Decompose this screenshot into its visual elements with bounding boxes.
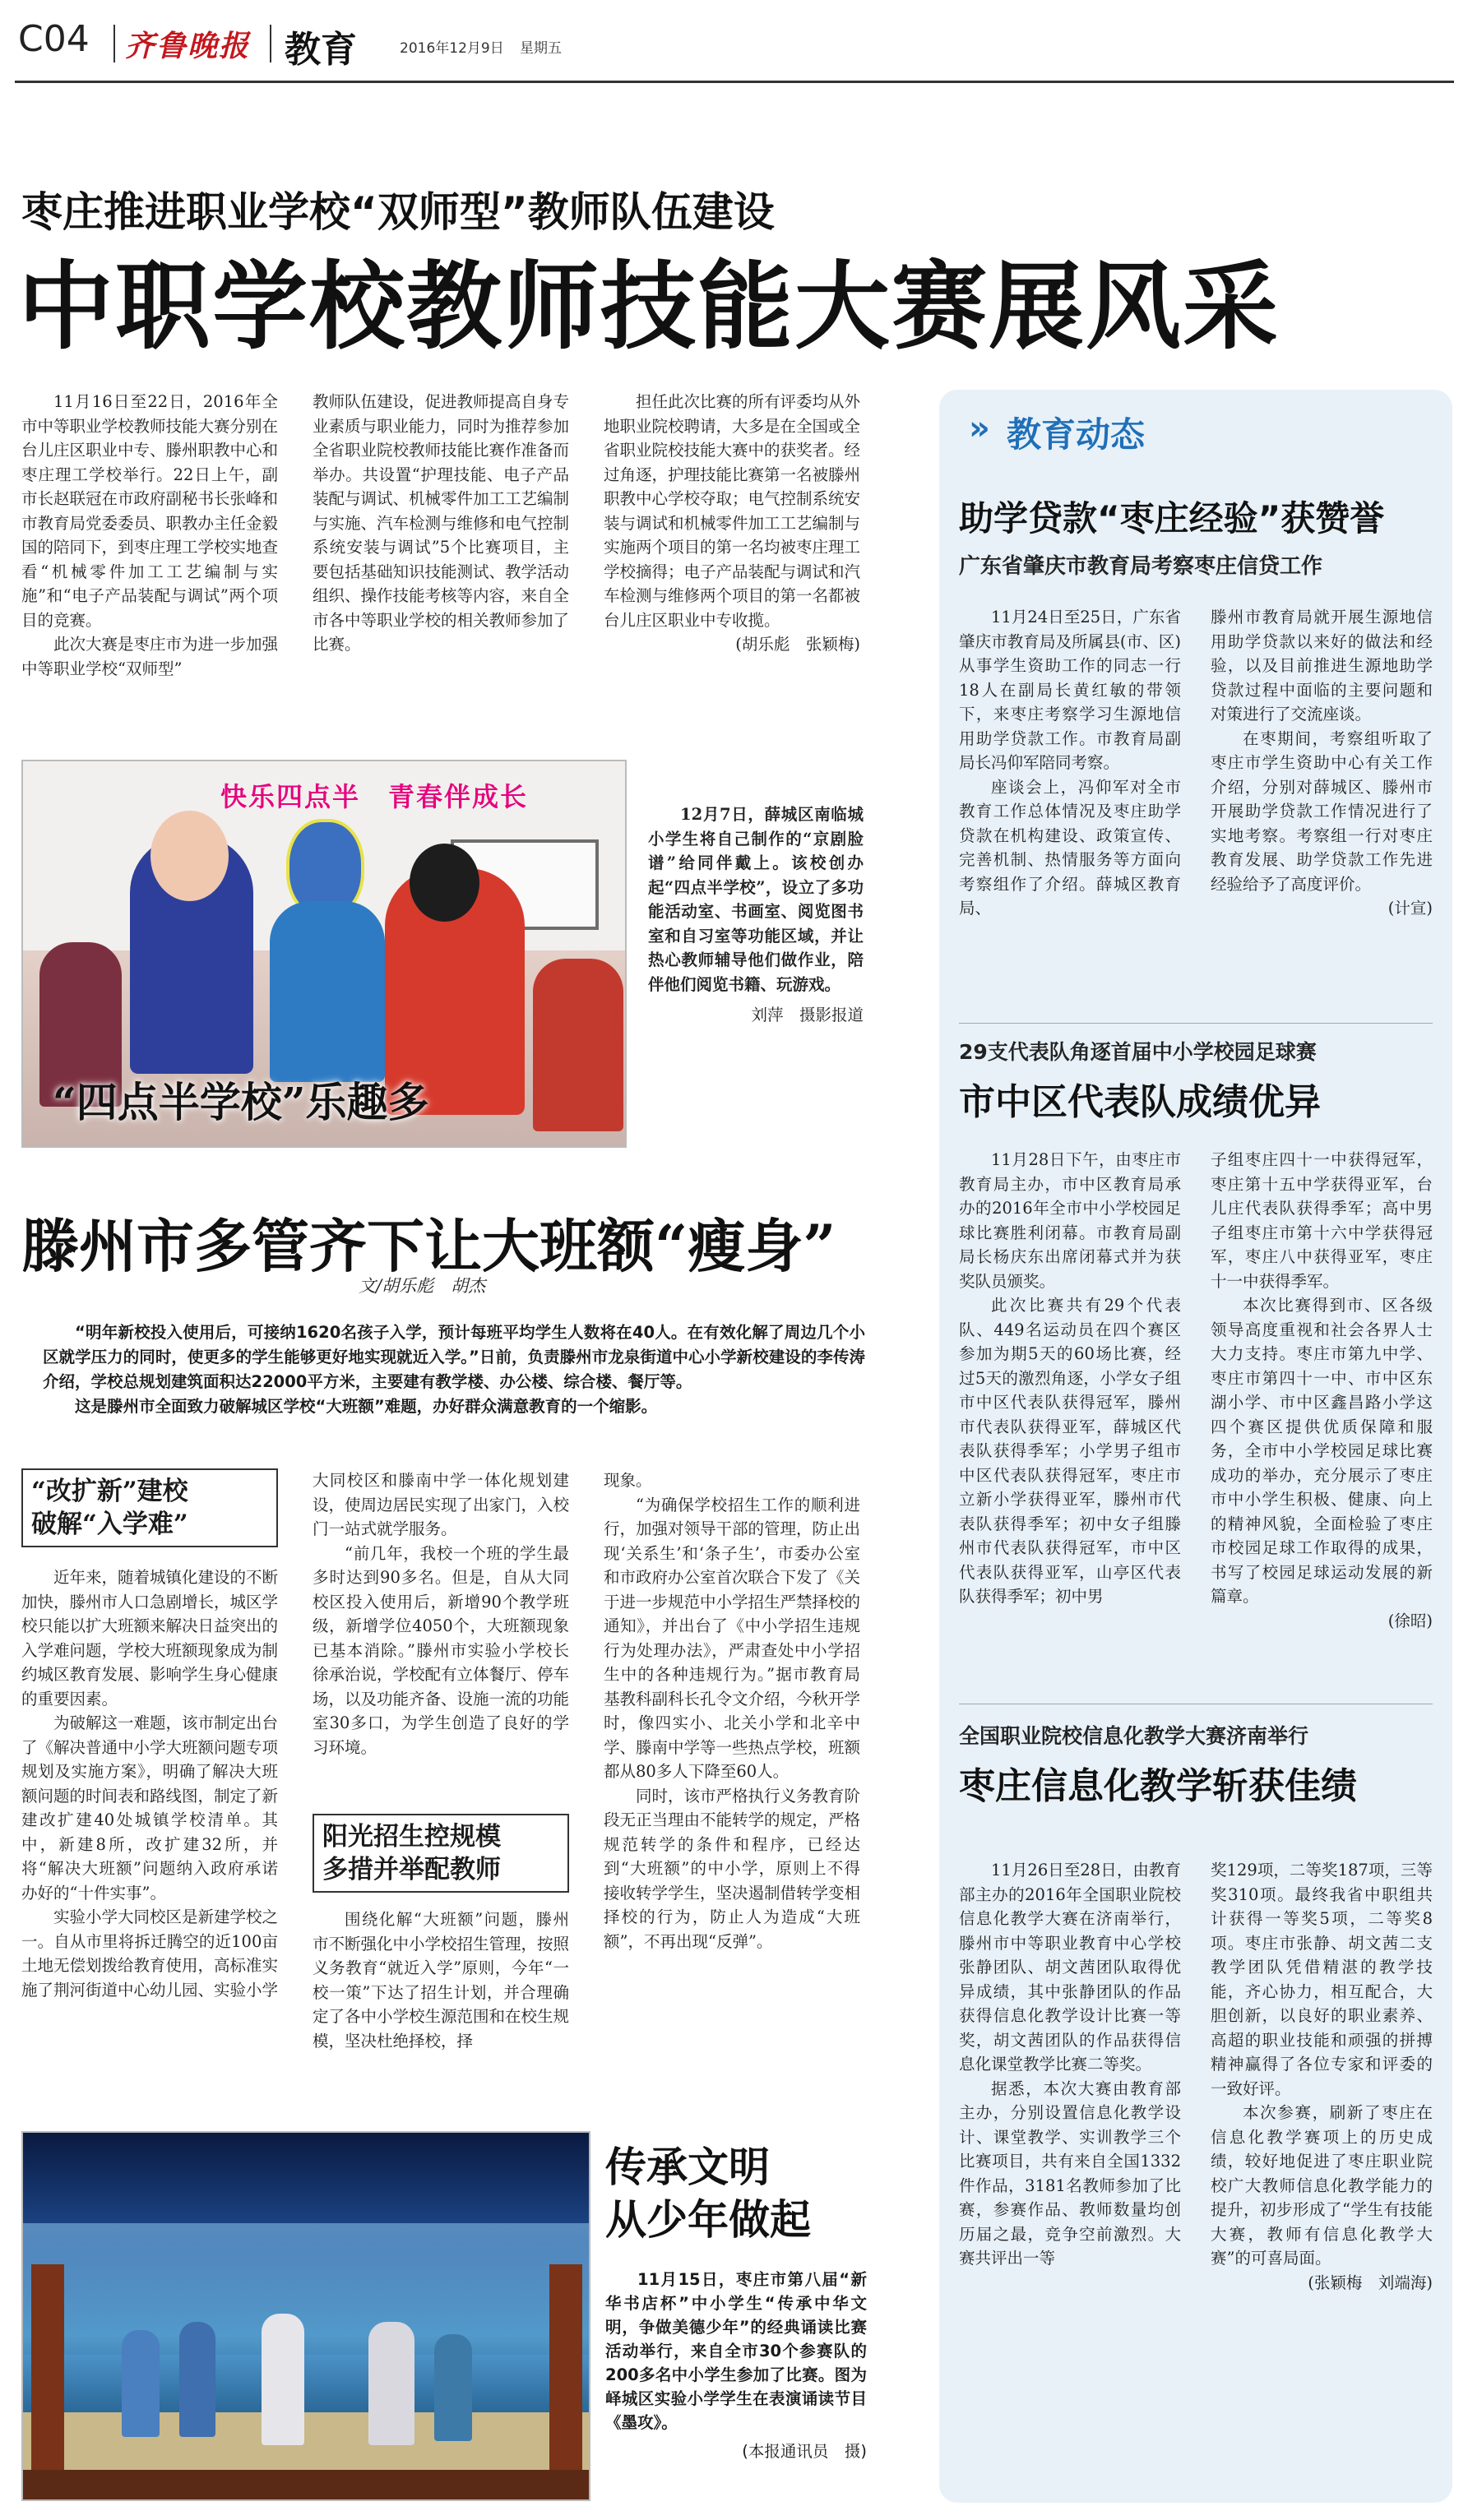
paragraph: “为确保学校招生工作的顺利进行，加强对领导干部的管理，防止出现‘关系生’和‘条子生’，市委办公室和市政府办公室首次联合下发了《关于进一步规范中小学招生严禁择校的通知》，并出台了《中小学招生违规行为处理办法》，严肃查处中小学招生中的各种违规行为。”据市教育局基教科副科长孔令文介绍，今秋开学时，像四实小、北关小学和北辛中学、滕南中学等一些热点学校，班额都从80多人下降至60人。 <box>604 1495 860 1781</box>
byline: (张颖梅 刘端海) <box>1308 2273 1433 2292</box>
article3-headline: 枣庄信息化教学斩获佳绩 <box>959 1765 1357 1807</box>
article1-subhead: 广东省肇庆市教育局考察枣庄信贷工作 <box>959 554 1323 579</box>
double-chevron-icon: » <box>969 409 990 447</box>
article1-headline: 助学贷款“枣庄经验”获赞誉 <box>959 498 1385 539</box>
byline: 刘萍 摄影报道 <box>751 1006 864 1024</box>
subhead-line: “改扩新”建校 <box>31 1477 188 1506</box>
masthead-divider <box>270 25 271 62</box>
article2-column-2 <box>1211 1148 1433 1633</box>
subhead-box-2 <box>313 1814 569 1893</box>
photo1-caption <box>648 802 864 1028</box>
stage-column <box>549 2264 582 2470</box>
photo1-title: “四点半学校”乐趣多 <box>53 1078 429 1126</box>
masthead <box>0 0 1468 82</box>
story1-column-3 <box>604 390 860 657</box>
article2-column-1 <box>959 1148 1181 1609</box>
divider <box>959 1023 1433 1024</box>
story2-column-3 <box>604 1468 860 1954</box>
article3-column-1 <box>959 1858 1181 2271</box>
panel-title: 教育动态 <box>1007 414 1146 455</box>
subhead-line: 阳光招生控规模 <box>322 1822 501 1852</box>
paragraph: 教师队伍建设，促进教师提高自身专业素质与职业能力，同时为推荐参加全省职业院校教师技能比赛作准备而举办。共设置“护理技能、电子产品装配与调试、机械零件加工工艺编制与实施、汽车检测与维修和电气控制系统安装与调试”5个比赛项目，主要包括基础知识技能测试、教学活动组织、操作技能考核等内容，来自全市各中等职业学校的相关教师参加了比赛。 <box>313 392 569 654</box>
paragraph: 滕州市教育局就开展生源地信用助学贷款以来好的做法和经验，以及目前推进生源地助学贷款过程中面临的主要问题和对策进行了交流座谈。 <box>1211 608 1433 724</box>
paragraph: 11月26日至28日，由教育部主办的2016年全国职业院校信息化教学大赛在济南举行，滕州市中等职业教育中心学校张静团队、胡文茜团队取得优异成绩，其中张静团队的作品获得信息化教学设计比赛一等奖，胡文茜团队的作品获得信息化课堂教学比赛二等奖。 <box>959 1861 1181 2074</box>
paragraph: 本次比赛得到市、区各级领导高度重视和社会各界人士大力支持。枣庄市第九中学、枣庄市第四十一中、市中区东湖小学、市中区鑫昌路小学这四个赛区提供优质保障和服务，全市中小学校园足球比赛成功的举办，充分展示了枣庄市中小学生积极、健康、向上的精神风貌，全面检验了枣庄市校园足球工作取得的成果，书写了校园足球运动发展的新篇章。 <box>1211 1296 1433 1606</box>
caption-text: 11月15日，枣庄市第八届“新华书店杯”中小学生“传承中华文明，争做美德少年”的经典诵读比赛活动举行，来自全市30个参赛队的200多名中小学生参加了比赛。图为峄城区实验小学学生在表演诵读节目《墨攻》。 <box>605 2270 867 2432</box>
paragraph: 据悉，本次大赛由教育部主办，分别设置信息化教学设计、课堂教学、实训教学三个比赛项目，共有来自全国1332件作品，3181名教师参加了比赛，参赛作品、教师数量均创历届之最，竞争空前激烈。大赛共评出一等 <box>959 2078 1181 2268</box>
article3-column-2 <box>1211 1858 1433 2295</box>
paragraph: 大同校区和滕南中学一体化规划建设，使周边居民实现了出家门，入校门一站式就学服务。 <box>313 1471 569 1538</box>
story1-headline: 中职学校教师技能大赛展风采 <box>18 252 1280 363</box>
paragraph: 此次大赛是枣庄市为进一步加强中等职业学校“双师型” <box>21 635 278 678</box>
photo-four-thirty-school <box>21 760 627 1148</box>
story2-author: 文/胡乐彪 胡杰 <box>359 1276 486 1296</box>
article1-column-1 <box>959 605 1181 921</box>
performer <box>434 2334 472 2441</box>
photo-recitation-stage <box>21 2131 590 2501</box>
paragraph: 现象。 <box>604 1471 652 1490</box>
paragraph: 座谈会上，冯仰军对全市教育工作总体情况及枣庄助学贷款在机构建设、政策宣传、完善机制、热情服务等方面向考察组作了介绍。薛城区教育局、 <box>959 777 1181 918</box>
story2-headline: 滕州市多管齐下让大班额“瘦身” <box>21 1212 836 1280</box>
subhead-line: 破解“入学难” <box>31 1510 188 1539</box>
child-figure <box>533 959 623 1131</box>
story2-column-2b <box>313 1907 569 2053</box>
paragraph: 同时，该市严格执行义务教育阶段无正当理由不能转学的规定，严格规范转学的条件和程序，已经达到“大班额”的中小学，原则上不得接收转学学生，坚决遏制借转学变相择校的行为，防止人为造成“大班额”，不再出现“反弹”。 <box>604 1786 860 1951</box>
section-name: 教育 <box>285 29 357 71</box>
lead-paragraph: 这是滕州市全面致力破解城区学校“大班额”难题，办好群众满意教育的一个缩影。 <box>75 1397 658 1416</box>
paragraph: 在枣期间，考察组听取了枣庄市学生资助中心有关工作介绍，分别对薛城区、滕州市开展助学贷款工作情况进行了实地考察。考察组一行对枣庄教育发展、助学贷款工作先进经验给予了高度评价。 <box>1211 728 1433 894</box>
story1-column-2 <box>313 390 569 657</box>
story2-column-1 <box>21 1565 278 2002</box>
stage-floor-front <box>23 2470 590 2501</box>
section-title <box>939 390 1452 472</box>
story2-column-2 <box>313 1468 569 1759</box>
page-number: C04 <box>18 18 90 60</box>
headline-line: 传承文明 <box>605 2143 770 2191</box>
issue-weekday: 星期五 <box>520 40 562 57</box>
paragraph: 为破解这一难题，该市制定出台了《解决普通中小学大班额问题专项规划及实施方案》，明确了解决大班额问题的时间表和路线图，制定了新建改扩建40处城镇学校清单。其中，新建8所，改扩建32所，并将“解决大班额”问题纳入政府承诺办好的“十件实事”。 <box>21 1713 278 1903</box>
masthead-rule <box>15 81 1454 83</box>
byline: (胡乐彪 张颖梅) <box>735 635 860 654</box>
paragraph: 11月16日至22日，2016年全市中等职业学校教师技能大赛分别在台儿庄区职业中专、滕州职教中心和枣庄理工学校举行。22日上午，副市长赵联冠在市政府副秘书长张峰和市教育局党委委员、职教办主任金毅国的陪同下，到枣庄理工学校实地查看“机械零件加工工艺编制与实施”和“电子产品装配与调试”两个项目的竞赛。 <box>21 392 278 630</box>
child-face <box>151 811 229 901</box>
subhead-box-1 <box>21 1468 278 1547</box>
child-face <box>410 844 479 922</box>
paragraph: 此次比赛共有29个代表队、449名运动员在四个赛区参加为期5天的60场比赛，经过5天的激烈角逐，小学女子组市中区代表队获得冠军，滕州市代表队获得亚军，薛城区代表队获得季军；小学男子组市中区代表队获得冠军，枣庄市立新小学获得亚军，滕州市代表队获得季军；初中女子组滕州市代表队获得冠军，市中区代表队获得亚军，山亭区代表队获得季军；初中男 <box>959 1296 1181 1606</box>
paragraph: 子组枣庄四十一中获得冠军，枣庄第十五中学获得亚军，台儿庄代表队获得季军；高中男子组枣庄市第十六中学获得冠军，枣庄八中获得亚军，枣庄十一中获得季军。 <box>1211 1150 1433 1291</box>
performer <box>179 2322 215 2437</box>
subhead-line: 多措并举配教师 <box>322 1855 501 1884</box>
performer <box>262 2314 304 2445</box>
paragraph: 奖129项，二等奖187项，三等奖310项。最终我省中职组共计获得一等奖5项，二等奖8项。枣庄市张静、胡文茜二支教学团队凭借精湛的教学技能，齐心协力，相互配合，大胆创新，以良好的职业素养、高超的职业技能和顽强的拼搏精神赢得了各位专家和评委的一致好评。 <box>1211 1861 1433 2098</box>
lead-paragraph: “明年新校投入使用后，可接纳1620名孩子入学，预计每班平均学生人数将在40人。在有效化解了周边几个小区就学压力的同时，使更多的学生能够更好地实现就近入学。”日前，负责滕州市龙泉街道中心小学新校建设的李传涛介绍，学校总规划建筑面积达22000平方米，主要建有教学楼、办公楼、综合楼、餐厅等。 <box>43 1323 865 1391</box>
story1-kicker: 枣庄推进职业学校“双师型”教师队伍建设 <box>21 188 775 236</box>
story2-lead <box>43 1320 865 1419</box>
photo2-headline <box>605 2141 811 2246</box>
story1-column-1 <box>21 390 278 681</box>
photo2-caption <box>605 2268 867 2463</box>
caption-text: 12月7日，薛城区南临城小学生将自己制作的“京剧脸谱”给同伴戴上。该校创办起“四点半学校”，设立了多功能活动室、书画室、阅览图书室和自习室等功能区域，并让热心教师辅导他们做作业，陪伴他们阅览书籍、玩游戏。 <box>648 805 864 994</box>
masthead-divider <box>113 25 115 62</box>
education-news-panel <box>939 390 1452 2503</box>
paragraph: “前几年，我校一个班的学生最多时达到90多名。但是，自从大同校区投入使用后，新增90个教学班级，新增学位4050个，大班额现象已基本消除。”滕州市实验小学校长徐承治说，学校配有立体餐厅、停车场，以及功能齐备、设施一流的功能室30多口，为学生创造了良好的学习环境。 <box>313 1543 569 1757</box>
headline-line: 从少年做起 <box>605 2195 811 2244</box>
performer <box>368 2322 414 2445</box>
paper-logo: 齐鲁晚报 <box>125 29 251 63</box>
byline: (计宣) <box>1387 899 1433 918</box>
article2-kicker: 29支代表队角逐首届中小学校园足球赛 <box>959 1040 1317 1064</box>
issue-date: 2016年12月9日 <box>400 40 504 57</box>
paragraph: 近年来，随着城镇化建设的不断加快，滕州市人口急剧增长，城区学校只能以扩大班额来解决日益突出的入学难问题，学校大班额现象成为制约城区教育发展、影响学生身心健康的重要因素。 <box>21 1568 278 1709</box>
stage-column <box>31 2264 64 2470</box>
paragraph: 11月28日下午，由枣庄市教育局主办，市中区教育局承办的2016年全市中小学校园足球比赛胜利闭幕。市教育局副局长杨庆东出席闭幕式并为获奖队员颁奖。 <box>959 1150 1181 1291</box>
paragraph: 实验小学大同校区是新建学校之一。自从市里将拆迁腾空的近100亩土地无偿划拨给教育使用，高标准实施了荆河街道中心幼儿园、实验小学 <box>21 1907 278 2000</box>
photo-wall-banner: 快乐四点半 青春伴成长 <box>220 781 529 812</box>
performer <box>122 2330 160 2437</box>
child-figure <box>270 901 385 1082</box>
paragraph: 围绕化解“大班额”问题，滕州市不断强化中小学校招生管理，按照义务教育“就近入学”原则，今年“一校一策”下达了招生计划，并合理确定了各中小学校生源范围和在校生规模，坚决杜绝择校，择 <box>313 1910 569 2051</box>
paragraph: 本次参赛，刷新了枣庄在信息化教学赛项上的历史成绩，较好地促进了枣庄职业院校广大教师信息化教学能力的提升，初步形成了“学生有技能大赛，教师有信息化教学大赛”的可喜局面。 <box>1211 2103 1433 2268</box>
article3-kicker: 全国职业院校信息化教学大赛济南举行 <box>959 1724 1309 1748</box>
paragraph: 11月24日至25日，广东省肇庆市教育局及所属县(市、区)从事学生资助工作的同志一行18人在副局长黄红敏的带领下，来枣庄考察学习生源地信用助学贷款工作。市教育局副局长冯仰军陪同考察。 <box>959 608 1181 772</box>
byline: (本报通讯员 摄) <box>742 2442 867 2461</box>
article1-column-2 <box>1211 605 1433 921</box>
stage-mountains <box>23 2223 590 2355</box>
article2-headline: 市中区代表队成绩优异 <box>959 1081 1321 1123</box>
byline: (徐昭) <box>1387 1611 1433 1630</box>
paragraph: 担任此次比赛的所有评委均从外地职业院校聘请，大多是在全国或全省职业院校技能大赛中的获奖者。经过角逐，护理技能比赛第一名被滕州职教中心学校夺取；电气控制系统安装与调试和机械零件加工工艺编制与实施两个项目的第一名均被枣庄理工学校摘得；电子产品装配与调试和汽车检测与维修两个项目的第一名都被台儿庄区职业中专收揽。 <box>604 392 860 630</box>
